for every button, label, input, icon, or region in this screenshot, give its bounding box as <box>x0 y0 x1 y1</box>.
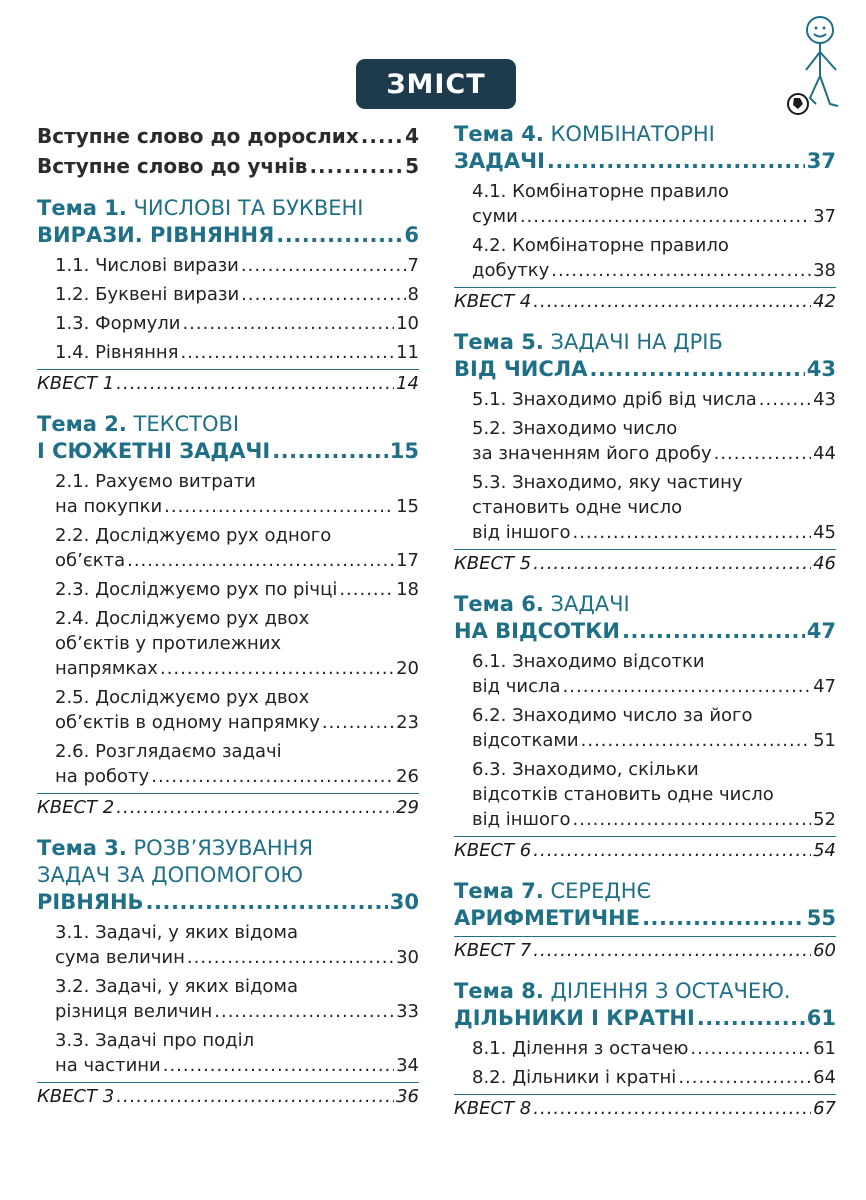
dot-leader <box>573 807 812 832</box>
section-page-number: 37 <box>813 206 836 227</box>
dot-leader <box>581 728 811 753</box>
theme-heading[interactable] <box>454 591 836 645</box>
section-page-number: 64 <box>813 1067 836 1088</box>
entry-row <box>55 494 419 519</box>
section-title-line: від числа <box>472 676 561 697</box>
theme-title-text: КОМБІНАТОРНІ <box>550 122 715 146</box>
dot-leader <box>361 121 403 151</box>
section-page-number: 23 <box>396 712 419 733</box>
theme-block <box>454 121 836 315</box>
section-title-line: різниця величин <box>55 1001 213 1022</box>
section-entry[interactable] <box>454 703 836 753</box>
dot-leader <box>187 945 394 970</box>
dot-leader <box>164 494 394 519</box>
quest-entry[interactable] <box>454 549 836 577</box>
section-title-line: 5.1. Знаходимо дріб від числа <box>472 389 757 410</box>
theme-page-number: 61 <box>806 1006 836 1030</box>
quest-page-number: 36 <box>396 1086 419 1107</box>
dot-leader <box>116 795 394 821</box>
dot-leader <box>547 148 805 175</box>
entry-row <box>55 656 419 681</box>
theme-label: Тема 3. <box>37 836 127 860</box>
theme-block <box>37 411 419 821</box>
section-page-number: 34 <box>396 1055 419 1076</box>
entry-row <box>454 1096 836 1122</box>
section-entry[interactable] <box>454 1065 836 1090</box>
entry-row <box>55 1053 419 1078</box>
quest-label: КВЕСТ 5 <box>454 553 532 574</box>
quest-label: КВЕСТ 6 <box>454 840 532 861</box>
entry-row <box>37 1084 419 1110</box>
section-title-line: відсотків становить одне число <box>472 784 774 805</box>
entry-row <box>55 253 419 278</box>
quest-entry[interactable] <box>454 1094 836 1122</box>
dot-leader <box>322 710 394 735</box>
dot-leader <box>642 905 805 932</box>
entry-row <box>37 222 419 249</box>
section-title-line: добутку <box>472 260 550 281</box>
theme-block <box>454 878 836 964</box>
entry-row <box>454 938 836 964</box>
theme-title-text: ВІД ЧИСЛА <box>454 357 588 381</box>
theme-title-text: ТЕКСТОВІ <box>133 412 240 436</box>
theme-heading[interactable] <box>454 878 836 932</box>
theme-title-text: ЗАДАЧІ НА ДРІБ <box>550 330 723 354</box>
entry-row <box>37 121 419 151</box>
quest-entry[interactable] <box>37 1082 419 1110</box>
section-page-number: 38 <box>813 260 836 281</box>
theme-block <box>37 835 419 1110</box>
entry-row <box>472 728 836 753</box>
quest-entry[interactable] <box>454 287 836 315</box>
dot-leader <box>590 356 805 383</box>
theme-title-line <box>454 592 630 616</box>
entry-row <box>55 340 419 365</box>
intro-entry[interactable] <box>37 151 419 181</box>
section-title-line: на покупки <box>55 496 163 517</box>
entry-row <box>454 356 836 383</box>
section-page-number: 7 <box>407 255 419 276</box>
section-entry[interactable] <box>37 340 419 365</box>
section-title-line: 1.1. Числові вирази <box>55 255 239 276</box>
section-entry[interactable] <box>37 1028 419 1078</box>
theme-page-number: 55 <box>806 906 836 930</box>
dot-leader <box>151 764 394 789</box>
dot-leader <box>533 938 811 964</box>
section-title-line: 5.3. Знаходимо, яку частину <box>472 472 743 493</box>
quest-entry[interactable] <box>37 369 419 397</box>
section-title-line: 3.3. Задачі про поділ <box>55 1030 255 1051</box>
section-title-line: об’єктів в одному напрямку <box>55 712 320 733</box>
dot-leader <box>181 340 395 365</box>
section-entry[interactable] <box>37 685 419 735</box>
theme-title-row <box>37 862 419 889</box>
quest-page-number: 42 <box>813 291 836 312</box>
theme-heading[interactable] <box>37 411 419 465</box>
section-page-number: 18 <box>396 579 419 600</box>
entry-row <box>55 999 419 1024</box>
section-entry[interactable] <box>37 577 419 602</box>
theme-block <box>37 195 419 397</box>
section-title-line: від іншого <box>472 809 571 830</box>
section-title-line: 3.2. Задачі, у яких відома <box>55 976 299 997</box>
page-number: 4 <box>405 124 419 148</box>
page-title: ЗМІСТ <box>356 59 516 109</box>
entry-row <box>472 204 836 229</box>
section-page-number: 17 <box>396 550 419 571</box>
section-title-line: від іншого <box>472 522 571 543</box>
theme-title-text: ЗАДАЧІ <box>550 592 630 616</box>
theme-title-line <box>37 889 144 916</box>
theme-title-line <box>454 618 620 645</box>
section-entry[interactable] <box>454 179 836 229</box>
theme-title-line <box>454 879 651 903</box>
dot-leader <box>759 387 811 412</box>
section-page-number: 61 <box>813 1038 836 1059</box>
theme-title-line <box>454 979 791 1003</box>
theme-title-row <box>37 195 419 222</box>
entry-row <box>472 807 836 832</box>
section-title-line: 2.3. Досліджуємо рух по річці <box>55 579 338 600</box>
theme-page-number: 15 <box>389 439 419 463</box>
theme-title-row <box>37 835 419 862</box>
theme-title-text: ВИРАЗИ. РІВНЯННЯ <box>37 223 275 247</box>
dot-leader <box>272 438 388 465</box>
section-page-number: 43 <box>813 389 836 410</box>
theme-title-text: РОЗВ’ЯЗУВАННЯ <box>133 836 314 860</box>
section-page-number: 11 <box>396 342 419 363</box>
theme-title-row <box>37 411 419 438</box>
section-entry[interactable] <box>454 757 836 832</box>
dot-leader <box>573 520 812 545</box>
intro-entry-title: Вступне слово до дорослих <box>37 124 359 148</box>
toc-left-column <box>37 121 419 1110</box>
section-title-line: 8.1. Ділення з остачею <box>472 1038 689 1059</box>
entry-row <box>454 618 836 645</box>
intro-entry[interactable] <box>37 121 419 151</box>
section-title-line: 4.2. Комбінаторне правило <box>472 235 729 256</box>
section-entry[interactable] <box>454 416 836 466</box>
theme-title-text: СЕРЕДНЄ <box>550 879 652 903</box>
quest-entry[interactable] <box>37 793 419 821</box>
quest-label: КВЕСТ 1 <box>37 373 115 394</box>
dot-leader <box>714 441 811 466</box>
quest-label: КВЕСТ 3 <box>37 1086 115 1107</box>
entry-row <box>472 1065 836 1090</box>
section-title-line: об’єкта <box>55 550 126 571</box>
section-page-number: 15 <box>396 496 419 517</box>
theme-label: Тема 5. <box>454 330 544 354</box>
theme-page-number: 43 <box>806 357 836 381</box>
theme-label: Тема 4. <box>454 122 544 146</box>
theme-title-text: НА ВІДСОТКИ <box>454 619 620 643</box>
theme-page-number: 6 <box>404 223 419 247</box>
entry-row <box>454 905 836 932</box>
section-title-line: напрямках <box>55 658 158 679</box>
section-title-line: становить одне число <box>472 497 683 518</box>
section-page-number: 51 <box>813 730 836 751</box>
entry-row <box>472 1036 836 1061</box>
theme-heading[interactable] <box>454 978 836 1032</box>
quest-page-number: 60 <box>813 940 836 961</box>
section-entry[interactable] <box>37 606 419 681</box>
theme-title-text: РІВНЯНЬ <box>37 890 144 914</box>
entry-row <box>55 764 419 789</box>
section-page-number: 10 <box>396 313 419 334</box>
entry-row <box>454 551 836 577</box>
entry-row <box>37 371 419 397</box>
theme-title-text: ЗАДАЧІ <box>454 149 545 173</box>
dot-leader <box>339 577 394 602</box>
entry-row <box>454 289 836 315</box>
theme-title-text: ДІЛЬНИКИ І КРАТНІ <box>454 1006 695 1030</box>
section-page-number: 45 <box>813 522 836 543</box>
section-entry[interactable] <box>37 469 419 519</box>
toc-right-column <box>454 121 836 1122</box>
dot-leader <box>533 838 811 864</box>
section-entry[interactable] <box>37 311 419 336</box>
theme-title-row <box>454 978 836 1005</box>
section-page-number: 47 <box>813 676 836 697</box>
quest-entry[interactable] <box>454 936 836 964</box>
theme-title-text: АРИФМЕТИЧНЕ <box>454 906 641 930</box>
entry-row <box>472 258 836 283</box>
section-title-line: за значенням його дробу <box>472 443 712 464</box>
dot-leader <box>127 548 394 573</box>
section-entry[interactable] <box>37 523 419 573</box>
section-title-line: 2.2. Досліджуємо рух одного <box>55 525 332 546</box>
section-title-line: 8.2. Дільники і кратні <box>472 1067 677 1088</box>
dot-leader <box>551 258 811 283</box>
section-title-line: 4.1. Комбінаторне правило <box>472 181 729 202</box>
entry-row <box>472 674 836 699</box>
dot-leader <box>116 1084 394 1110</box>
entry-row <box>454 1005 836 1032</box>
theme-title-line <box>37 438 270 465</box>
theme-title-text: І СЮЖЕТНІ ЗАДАЧІ <box>37 439 271 463</box>
quest-label: КВЕСТ 7 <box>454 940 532 961</box>
section-entry[interactable] <box>37 282 419 307</box>
section-page-number: 30 <box>396 947 419 968</box>
quest-label: КВЕСТ 2 <box>37 797 115 818</box>
section-title-line: 3.1. Задачі, у яких відома <box>55 922 299 943</box>
theme-label: Тема 7. <box>454 879 544 903</box>
entry-row <box>454 148 836 175</box>
theme-title-line <box>454 356 588 383</box>
dot-leader <box>533 551 811 577</box>
entry-row <box>472 441 836 466</box>
section-title-line: 1.4. Рівняння <box>55 342 179 363</box>
entry-row <box>55 710 419 735</box>
section-page-number: 8 <box>407 284 419 305</box>
stick-figure-with-ball-illustration <box>786 14 842 118</box>
section-page-number: 33 <box>396 1001 419 1022</box>
dot-leader <box>622 618 805 645</box>
dot-leader <box>160 656 394 681</box>
theme-heading[interactable] <box>37 835 419 916</box>
theme-page-number: 47 <box>806 619 836 643</box>
intro-entry-title: Вступне слово до учнів <box>37 154 308 178</box>
theme-heading[interactable] <box>37 195 419 249</box>
section-entry[interactable] <box>454 1036 836 1061</box>
theme-title-line <box>37 863 303 887</box>
dot-leader <box>697 1005 805 1032</box>
theme-title-line <box>454 1005 695 1032</box>
section-entry[interactable] <box>37 974 419 1024</box>
entry-row <box>37 889 419 916</box>
dot-leader <box>146 889 388 916</box>
dot-leader <box>163 1053 394 1078</box>
dot-leader <box>533 289 811 315</box>
section-page-number: 44 <box>813 443 836 464</box>
entry-row <box>472 387 836 412</box>
section-title-line: 2.4. Досліджуємо рух двох <box>55 608 310 629</box>
theme-title-row <box>454 591 836 618</box>
theme-title-line <box>37 836 313 860</box>
dot-leader <box>214 999 394 1024</box>
dot-leader <box>276 222 402 249</box>
quest-page-number: 46 <box>813 553 836 574</box>
theme-title-line <box>454 905 640 932</box>
theme-title-line <box>37 196 364 220</box>
theme-title-text: ДІЛЕННЯ З ОСТАЧЕЮ. <box>550 979 791 1003</box>
entry-row <box>472 520 836 545</box>
theme-label: Тема 2. <box>37 412 127 436</box>
section-title-line: 6.1. Знаходимо відсотки <box>472 651 705 672</box>
dot-leader <box>520 204 811 229</box>
section-entry[interactable] <box>454 387 836 412</box>
section-title-line: 6.2. Знаходимо число за його <box>472 705 753 726</box>
section-title-line: 2.1. Рахуємо витрати <box>55 471 256 492</box>
quest-label: КВЕСТ 8 <box>454 1098 532 1119</box>
theme-label: Тема 8. <box>454 979 544 1003</box>
quest-page-number: 54 <box>813 840 836 861</box>
theme-heading[interactable] <box>454 121 836 175</box>
section-title-line: 1.2. Буквені вирази <box>55 284 240 305</box>
section-title-line: 1.3. Формули <box>55 313 181 334</box>
section-title-line: на частини <box>55 1055 161 1076</box>
entry-row <box>55 311 419 336</box>
entry-row <box>55 577 419 602</box>
theme-title-text: ЧИСЛОВІ ТА БУКВЕНІ <box>133 196 364 220</box>
quest-page-number: 29 <box>396 797 419 818</box>
entry-row <box>55 282 419 307</box>
entry-row <box>55 945 419 970</box>
section-title-line: на роботу <box>55 766 150 787</box>
quest-entry[interactable] <box>454 836 836 864</box>
dot-leader <box>309 151 403 181</box>
entry-row <box>37 438 419 465</box>
section-title-line: 2.5. Досліджуємо рух двох <box>55 687 310 708</box>
dot-leader <box>116 371 394 397</box>
section-title-line: 6.3. Знаходимо, скільки <box>472 759 699 780</box>
section-entry[interactable] <box>37 920 419 970</box>
section-entry[interactable] <box>454 233 836 283</box>
theme-title-line <box>454 122 715 146</box>
section-title-line: 2.6. Розглядаємо задачі <box>55 741 282 762</box>
entry-row <box>454 838 836 864</box>
dot-leader <box>690 1036 811 1061</box>
theme-title-row <box>454 329 836 356</box>
theme-page-number: 37 <box>806 149 836 173</box>
dot-leader <box>241 282 405 307</box>
dot-leader <box>241 253 406 278</box>
section-page-number: 52 <box>813 809 836 830</box>
dot-leader <box>182 311 394 336</box>
section-title-line: 5.2. Знаходимо число <box>472 418 678 439</box>
theme-block <box>454 978 836 1122</box>
theme-block <box>454 591 836 864</box>
section-entry[interactable] <box>454 649 836 699</box>
quest-page-number: 14 <box>396 373 419 394</box>
page-number: 5 <box>405 154 419 178</box>
section-title-line: відсотками <box>472 730 579 751</box>
quest-label: КВЕСТ 4 <box>454 291 532 312</box>
section-title-line: сума величин <box>55 947 185 968</box>
theme-title-line <box>454 330 723 354</box>
dot-leader <box>533 1096 811 1122</box>
dot-leader <box>678 1065 811 1090</box>
theme-title-row <box>454 121 836 148</box>
theme-block <box>454 329 836 577</box>
section-page-number: 26 <box>396 766 419 787</box>
section-page-number: 20 <box>396 658 419 679</box>
dot-leader <box>563 674 812 699</box>
entry-row <box>37 151 419 181</box>
theme-title-row <box>454 878 836 905</box>
theme-title-line <box>37 222 274 249</box>
section-entry[interactable] <box>37 253 419 278</box>
section-entry[interactable] <box>454 470 836 545</box>
theme-label: Тема 6. <box>454 592 544 616</box>
quest-page-number: 67 <box>813 1098 836 1119</box>
section-title-line: об’єктів у протилежних <box>55 633 282 654</box>
section-title-line: суми <box>472 206 518 227</box>
theme-heading[interactable] <box>454 329 836 383</box>
theme-title-line <box>454 148 545 175</box>
theme-title-text: ЗАДАЧ ЗА ДОПОМОГОЮ <box>37 863 304 887</box>
theme-page-number: 30 <box>389 890 419 914</box>
theme-label: Тема 1. <box>37 196 127 220</box>
entry-row <box>37 795 419 821</box>
section-entry[interactable] <box>37 739 419 789</box>
entry-row <box>55 548 419 573</box>
theme-title-line <box>37 412 239 436</box>
